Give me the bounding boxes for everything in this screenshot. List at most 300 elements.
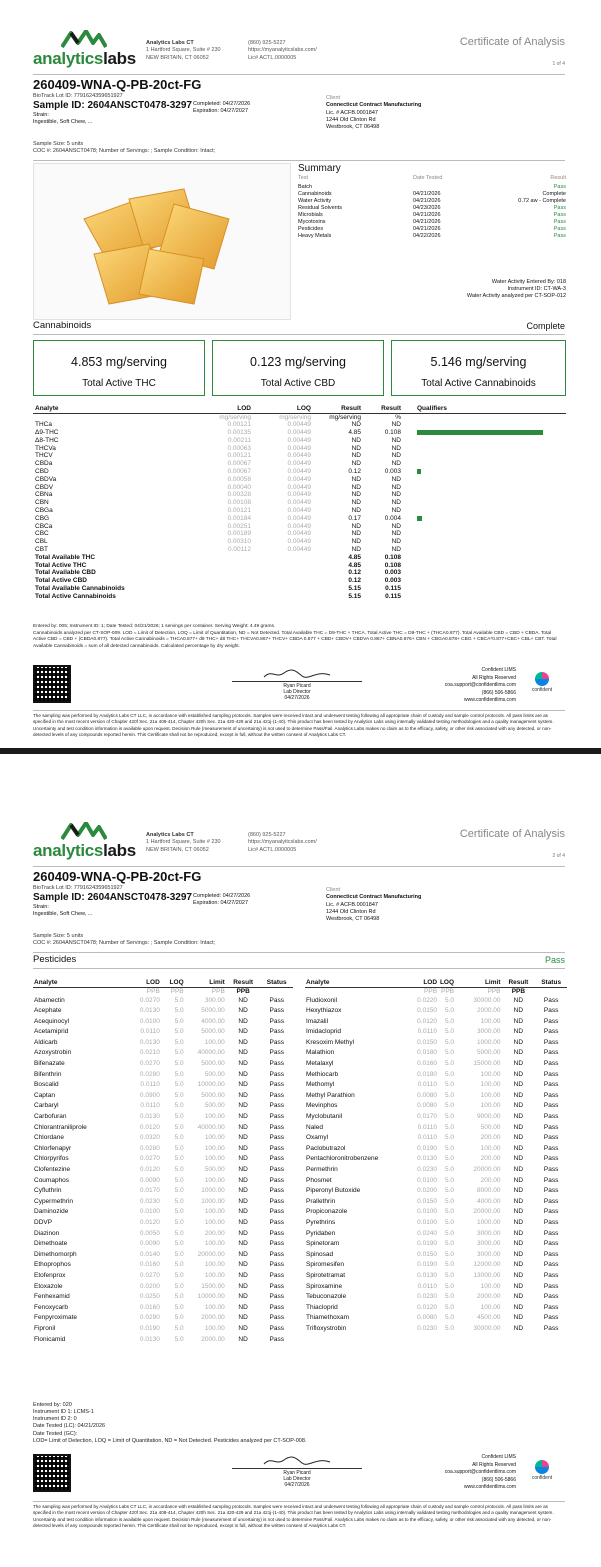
pesticide-limit: 5000.00: [201, 1028, 225, 1036]
sample-id: Sample ID: 2604ANSCT0478-3297: [33, 100, 192, 112]
client-license-2: Lic. # ACFB.0001847: [326, 901, 378, 908]
lod-value: 0.00121: [227, 452, 251, 460]
cannabinoids-table: [33, 404, 566, 601]
lab-website-link[interactable]: https://myanalyticslabs.com/: [248, 47, 317, 54]
pesticide-result: ND: [513, 1123, 524, 1131]
pesticide-status: Pass: [543, 1187, 559, 1195]
batch-title-2: 260409-WNA-Q-PB-20ct-FG: [33, 869, 202, 884]
qr-code-icon[interactable]: [33, 665, 71, 703]
lab-address-line1: 1 Hartford Square, Suite # 230: [146, 47, 221, 54]
pesticide-status: Pass: [269, 1081, 284, 1089]
pesticide-lod: 0.0150: [417, 1038, 438, 1046]
col-loq: LOQ: [253, 404, 313, 413]
pesticide-result: ND: [238, 1240, 248, 1248]
summary-date: 04/22/2026: [413, 232, 441, 239]
pesticide-result: ND: [238, 1081, 248, 1089]
pesticide-limit: 100.00: [480, 1081, 501, 1089]
pesticide-limit: 20000.00: [197, 1250, 225, 1258]
pesticide-notes: [33, 1402, 563, 1445]
result-value: 0.17: [348, 514, 361, 522]
table-row: [33, 1080, 293, 1091]
pesticide-name: Naled: [306, 1123, 323, 1131]
pcol-status-r: Status: [535, 979, 567, 987]
pesticide-lod: 0.0280: [139, 1144, 160, 1152]
pesticide-status: Pass: [543, 1049, 559, 1057]
pesticide-loq: 5.0: [174, 1218, 184, 1226]
analyte-name: CBCa: [35, 522, 53, 530]
pesticide-status: Pass: [543, 1038, 559, 1046]
table-row: [305, 1176, 567, 1187]
pesticide-status: Pass: [543, 1240, 559, 1248]
pesticide-limit: 100.00: [204, 1113, 225, 1121]
pesticide-limit: 100.00: [204, 1038, 225, 1046]
lims-info: [445, 667, 516, 705]
pesticide-loq: 5.0: [444, 996, 455, 1004]
pesticide-loq: 5.0: [444, 1134, 455, 1142]
qualifier-cell: [403, 460, 566, 468]
pesticides-table-right: [305, 979, 567, 1335]
lims-email-link[interactable]: coa.support@confidentlims.com: [444, 682, 516, 688]
pesticide-lod: 0.0130: [417, 1271, 438, 1279]
result-value: ND: [351, 522, 361, 530]
confident-logo-2: [521, 1460, 563, 1482]
pesticide-lod: 0.0320: [139, 1134, 160, 1142]
pesticide-loq: 5.0: [174, 1017, 184, 1025]
pesticide-result: ND: [238, 1250, 248, 1258]
result-value: 4.85: [348, 429, 361, 437]
table-row: [33, 437, 566, 445]
header-divider-2: [33, 866, 565, 867]
qr-code-icon[interactable]: [33, 1454, 71, 1492]
pesticide-result: ND: [513, 1155, 524, 1163]
pesticide-result: ND: [238, 1049, 248, 1057]
loq-value: 0.00449: [287, 421, 311, 429]
pesticide-limit: 200.00: [204, 1229, 225, 1237]
signature-icon: [262, 667, 332, 681]
table-row: [33, 1271, 293, 1282]
table-row: [33, 530, 566, 538]
pesticide-result: ND: [513, 1197, 524, 1205]
result-pct: ND: [391, 538, 401, 546]
qualifier-cell: [403, 452, 566, 460]
pesticide-name: Piperonyl Butoxide: [306, 1187, 361, 1195]
pesticide-loq: 5.0: [444, 1091, 455, 1099]
pesticide-name: Methiocarb: [306, 1070, 339, 1078]
pesticide-loq: 5.0: [174, 1240, 184, 1248]
pesticide-result: ND: [513, 1081, 524, 1089]
summary-row: [298, 212, 566, 219]
pesticide-result: ND: [238, 1166, 248, 1173]
pcol-analyte-r: Analyte: [305, 979, 402, 987]
summary-date: 04/23/2026: [413, 204, 441, 211]
unit-result: mg/serving: [329, 413, 361, 421]
qualifier-cell: [403, 530, 566, 538]
pesticide-result: ND: [238, 1017, 248, 1025]
table-row: [33, 499, 566, 507]
lod-value: 0.00063: [227, 444, 251, 452]
pesticide-name: Etoxazole: [34, 1282, 63, 1290]
pesticide-limit: 8000.00: [476, 1187, 501, 1195]
loq-value: 0.00449: [287, 444, 311, 452]
lab-website-link-2[interactable]: https://myanalyticslabs.com/: [248, 839, 317, 846]
pesticide-limit: 1000.00: [201, 1197, 225, 1205]
pesticide-status: Pass: [269, 1070, 284, 1078]
table-row: [305, 1101, 567, 1112]
pesticide-result: ND: [513, 1303, 524, 1311]
table-row: [33, 1059, 293, 1070]
pesticide-status: Pass: [269, 1102, 284, 1110]
pesticide-status: Pass: [543, 1208, 559, 1216]
pesticide-name: Oxamyl: [306, 1134, 329, 1142]
analyte-name: THCVa: [35, 444, 56, 452]
qualifier-cell: [403, 429, 566, 437]
pesticide-status: Pass: [269, 1176, 284, 1184]
result-pct: 0.003: [384, 468, 401, 476]
pesticide-result: ND: [238, 1303, 248, 1311]
pesticide-lod: 0.0200: [417, 1187, 438, 1195]
pesticide-loq: 5.0: [444, 1303, 455, 1311]
pesticide-name: Paclobutrazol: [306, 1144, 346, 1152]
punit-limit: PPB: [211, 987, 225, 995]
analyte-name: CBDV: [35, 483, 54, 491]
pesticide-lod: 0.0230: [417, 1324, 438, 1332]
pesticide-name: Fenoxycarb: [34, 1303, 68, 1311]
lims-website-link[interactable]: www.confidentlims.com: [464, 697, 516, 703]
pesticide-loq: 5.0: [444, 1293, 455, 1301]
result-pct: ND: [391, 436, 401, 444]
qualifier-cell: [403, 507, 566, 515]
water-activity-method: Water Activity analyzed per CT-SOP-012: [466, 292, 566, 299]
total-cannabinoids-label: Total Active Cannabinoids: [421, 378, 536, 390]
pesticide-name: Coumaphos: [34, 1176, 70, 1184]
pesticide-loq: 5.0: [174, 1324, 184, 1332]
table-row: [305, 1038, 567, 1049]
pesticide-lod: 0.0110: [417, 1028, 438, 1036]
signature-block-2: [232, 1454, 362, 1488]
pesticide-name: Pentachloronitrobenzene: [306, 1155, 379, 1163]
coc-info: COC #: 2604ANSCT0478; Number of Servings: ; Sample Condition: Intact;: [33, 147, 216, 154]
pesticide-lod: 0.0080: [417, 1102, 438, 1110]
pesticide-status: Pass: [543, 1028, 559, 1036]
pesticide-lod: 0.0130: [139, 1335, 160, 1343]
table-row: [33, 460, 566, 468]
result-value: ND: [351, 491, 361, 499]
pesticide-limit: 100.00: [204, 1324, 225, 1332]
summary-header-date: Date Tested: [413, 174, 443, 181]
pesticide-limit: 100.00: [204, 1261, 225, 1269]
pesticide-status: Pass: [269, 1240, 284, 1248]
pesticide-name: Fipronil: [34, 1324, 56, 1332]
pesticide-limit: 9000.00: [476, 1113, 501, 1121]
sample-info: [33, 78, 573, 154]
pesticide-name: Flonicamid: [34, 1335, 66, 1343]
pesticide-name: Carbofuran: [34, 1113, 67, 1121]
matrix-2: Ingestible, Soft Chew, ...: [33, 911, 93, 918]
pesticide-status: Pass: [543, 1144, 559, 1152]
total-row: [33, 577, 566, 585]
pesticide-loq: 5.0: [444, 1197, 455, 1205]
analyte-name: CBNa: [35, 491, 53, 499]
total-result: 0.12: [348, 577, 361, 585]
summary-test: Water Activity: [298, 197, 332, 204]
qualifier-cell: [403, 491, 566, 499]
pesticide-loq: 5.0: [444, 1007, 455, 1015]
col-lod: LOD: [178, 404, 253, 413]
pesticide-status: Pass: [269, 1187, 284, 1195]
summary-row: [298, 191, 566, 198]
pesticide-name: Thiacloprid: [306, 1303, 338, 1311]
cannabinoids-title: Cannabinoids: [33, 320, 92, 331]
mountain-logo-icon: [61, 30, 107, 48]
pesticide-result: ND: [238, 1091, 248, 1099]
pesticide-name: Tebuconazole: [306, 1293, 347, 1301]
matrix: Ingestible, Soft Chew, ...: [33, 119, 93, 126]
analyte-name: CBN: [35, 499, 49, 507]
loq-value: 0.00449: [287, 460, 311, 468]
confident-wordmark: confident: [531, 687, 553, 693]
confident-logo-icon: [535, 1460, 549, 1474]
pesticide-lod: 0.0280: [139, 1070, 160, 1078]
pesticide-loq: 5.0: [174, 1007, 184, 1015]
footer-divider: [33, 710, 565, 711]
pesticide-loq: 5.0: [444, 1113, 455, 1121]
pesticide-result: ND: [238, 1208, 248, 1216]
summary-result: Pass: [553, 204, 566, 211]
pesticide-name: Hexythiazox: [306, 1007, 342, 1015]
summary-result: Pass: [553, 211, 566, 218]
pesticide-limit: 10000.00: [197, 1081, 225, 1089]
qualifier-cell: [403, 476, 566, 484]
pesticide-name: Carbaryl: [34, 1102, 59, 1110]
pesticide-note-entered: Entered by: 020: [33, 1402, 72, 1408]
result-value: ND: [351, 538, 361, 546]
pesticide-limit: 10000.00: [197, 1293, 225, 1301]
pesticide-name: Spinetoram: [306, 1240, 340, 1248]
signer-title: Lab Director: [283, 688, 311, 695]
pesticide-name: Bifenthrin: [34, 1070, 62, 1078]
pesticide-limit: 40000.00: [197, 1049, 225, 1057]
qualifier-bar: [417, 516, 422, 521]
pesticide-lod: 0.0120: [139, 1166, 160, 1173]
pesticide-status: Pass: [269, 1314, 284, 1322]
pesticide-limit: 100.00: [204, 1303, 225, 1311]
pesticides-table-left: [33, 979, 293, 1345]
pesticide-name: Spinosad: [306, 1250, 334, 1258]
pesticide-result: ND: [238, 1123, 248, 1131]
pesticide-name: Imidacloprid: [306, 1028, 342, 1036]
signer-name-2: Ryan Picard: [283, 1470, 311, 1476]
summary-test: Residual Solvents: [298, 204, 343, 211]
pesticide-limit: 500.00: [204, 1166, 225, 1173]
pesticide-lod: 0.0050: [139, 1229, 160, 1237]
pesticide-result: ND: [238, 1187, 248, 1195]
lims-info-2: [445, 1454, 516, 1492]
pesticide-lod: 0.0230: [139, 1197, 160, 1205]
pesticide-result: ND: [513, 1017, 524, 1025]
pesticide-limit: 200.00: [480, 1134, 501, 1142]
pesticide-lod: 0.0110: [140, 1081, 160, 1089]
pesticide-limit: 2000.00: [201, 1335, 225, 1343]
pesticide-status: Pass: [269, 1134, 284, 1142]
summary-date: 04/21/2026: [413, 225, 441, 232]
client-address2-2: Westbrook, CT 06498: [326, 915, 380, 922]
pesticide-result: ND: [238, 1113, 248, 1121]
pesticide-loq: 5.0: [444, 1229, 455, 1237]
pesticide-limit: 300.00: [204, 996, 225, 1004]
table-row: [33, 1133, 293, 1144]
pesticide-status: Pass: [543, 1229, 559, 1237]
pesticide-status: Pass: [269, 1017, 284, 1025]
table-row: [33, 1229, 293, 1240]
table-row: [33, 1091, 293, 1102]
pesticide-lod: 0.0100: [417, 1218, 438, 1226]
pesticide-status: Pass: [269, 1091, 284, 1099]
confident-logo: [521, 672, 563, 694]
table-row: [33, 1144, 293, 1155]
pesticide-status: Pass: [543, 1070, 559, 1078]
loq-value: 0.00449: [287, 546, 311, 554]
lod-value: 0.00184: [227, 514, 251, 522]
summary-result: 0.72 aw - Complete: [518, 197, 566, 204]
total-cbd-value: 0.123 mg/serving: [250, 355, 346, 369]
result-value: ND: [351, 452, 361, 460]
pesticide-status: Pass: [269, 1028, 284, 1036]
pesticide-status: Pass: [543, 1091, 559, 1099]
total-thc-label: Total Active THC: [82, 378, 156, 390]
loq-value: 0.00449: [287, 429, 311, 437]
unit-result-pct: %: [395, 413, 401, 421]
analyte-name: CBD: [35, 468, 49, 476]
pesticide-lod: 0.0170: [139, 1187, 160, 1195]
pesticide-result: ND: [513, 1314, 524, 1322]
table-row: [33, 1239, 293, 1250]
table-row: [305, 1017, 567, 1028]
lims-phone-2: (866) 506-5866: [481, 1476, 516, 1483]
col-result-pct: Result: [363, 404, 403, 413]
pesticide-result: ND: [513, 996, 524, 1004]
result-pct: ND: [391, 530, 401, 538]
pesticide-loq: 5.0: [444, 1218, 455, 1226]
pcol-loq-r: LOQ: [439, 979, 455, 987]
pesticide-result: ND: [513, 1028, 524, 1036]
pesticide-result: ND: [238, 996, 248, 1004]
pesticide-limit: 100.00: [480, 1102, 501, 1110]
pesticide-status: Pass: [269, 1261, 284, 1269]
pesticide-loq: 5.0: [444, 1049, 455, 1057]
page-number-2: 2 of 4: [552, 853, 565, 859]
lod-value: 0.00112: [227, 546, 251, 554]
pesticide-note-instrument2: Instrument ID 2: 0: [33, 1416, 77, 1423]
summary-row: [298, 184, 566, 191]
pesticide-result: ND: [238, 1314, 248, 1322]
table-row: [305, 1091, 567, 1102]
pesticide-status: Pass: [269, 1293, 284, 1301]
pesticide-lod: 0.0210: [139, 1049, 160, 1057]
summary-test: Mycotoxins: [298, 218, 326, 225]
pesticide-status: Pass: [269, 1324, 284, 1332]
signature-date-2: 04/27/2026: [284, 1481, 310, 1488]
table-row: [305, 1154, 567, 1165]
qualifier-cell: [403, 523, 566, 531]
total-pct: 0.003: [384, 577, 401, 585]
pesticide-limit: 100.00: [204, 1155, 225, 1163]
result-pct: 0.004: [384, 514, 401, 522]
lab-license-2: Lic# ACTL.0000005: [248, 846, 297, 853]
pesticide-limit: 100.00: [204, 1176, 225, 1184]
pesticide-status: Pass: [269, 1007, 284, 1015]
pesticide-limit: 2000.00: [201, 1314, 225, 1322]
pesticide-result: ND: [513, 1293, 524, 1301]
table-row: [305, 1006, 567, 1017]
loq-value: 0.00449: [287, 491, 311, 499]
lod-value: 0.00310: [227, 538, 251, 546]
pesticide-result: ND: [513, 1113, 524, 1121]
lims-email-link-2[interactable]: coa.support@confidentlims.com: [444, 1469, 516, 1475]
pesticide-limit: 15000.00: [473, 1060, 501, 1068]
pesticide-limit: 100.00: [204, 1144, 225, 1152]
pesticide-limit: 100.00: [480, 1303, 501, 1311]
header-divider: [33, 74, 565, 75]
pesticide-limit: 20000.00: [473, 1166, 501, 1173]
pesticides-title: Pesticides: [33, 954, 77, 965]
summary-test: Heavy Metals: [298, 232, 332, 239]
table-row: [33, 476, 566, 484]
pesticide-lod: 0.0270: [139, 1060, 160, 1068]
mountain-logo-icon: [61, 822, 107, 840]
pesticide-result: ND: [238, 1197, 248, 1205]
client-address1: 1244 Old Clinton Rd: [326, 116, 376, 123]
summary-result: Pass: [553, 225, 566, 232]
table-row: [33, 546, 566, 554]
pesticide-loq: 5.0: [174, 1091, 184, 1099]
pesticide-loq: 5.0: [174, 1166, 184, 1173]
table-row: [305, 1080, 567, 1091]
sample-id-2: Sample ID: 2604ANSCT0478-3297: [33, 892, 192, 904]
pesticide-limit: 5000.00: [476, 1049, 501, 1057]
pesticide-name: Chlordane: [34, 1134, 64, 1142]
completed-date: Completed: 04/27/2026: [193, 101, 251, 108]
pesticide-status: Pass: [269, 1282, 284, 1290]
pesticide-limit: 100.00: [204, 1134, 225, 1142]
table-row: [305, 1303, 567, 1314]
unit-loq: mg/serving: [279, 413, 311, 421]
summary-test: Pesticides: [298, 225, 324, 232]
info-divider: [33, 160, 565, 161]
loq-value: 0.00449: [287, 436, 311, 444]
pesticide-limit: 100.00: [480, 1070, 501, 1078]
pesticide-status: Pass: [543, 1017, 559, 1025]
pesticide-status: Pass: [543, 1134, 559, 1142]
result-pct: ND: [391, 499, 401, 507]
summary-row: [298, 233, 566, 240]
loq-value: 0.00449: [287, 530, 311, 538]
cannabinoid-note-entered: Entered by: 005; Instrument ID: 1; Date Tested: 04/21/2026; 1 servings per container. Serving Weight: 4.49 grams.: [33, 624, 276, 629]
lims-website-link-2[interactable]: www.confidentlims.com: [464, 1484, 516, 1490]
pesticide-status: Pass: [543, 1113, 559, 1121]
total-cbd-label: Total Active CBD: [260, 378, 336, 390]
client-label-2: Client: [326, 887, 341, 894]
pesticide-status: Pass: [269, 996, 284, 1004]
pesticide-lod: 0.0110: [417, 1134, 438, 1142]
pcol-status: Status: [260, 979, 293, 987]
pesticide-limit: 3000.00: [476, 1028, 501, 1036]
summary-rows: [298, 184, 566, 240]
table-row: [33, 1292, 293, 1303]
signature-date: 04/27/2026: [284, 694, 310, 701]
table-row: [305, 1260, 567, 1271]
pesticide-name: Spirotetramat: [306, 1271, 346, 1279]
pesticide-status: Pass: [269, 1208, 284, 1216]
